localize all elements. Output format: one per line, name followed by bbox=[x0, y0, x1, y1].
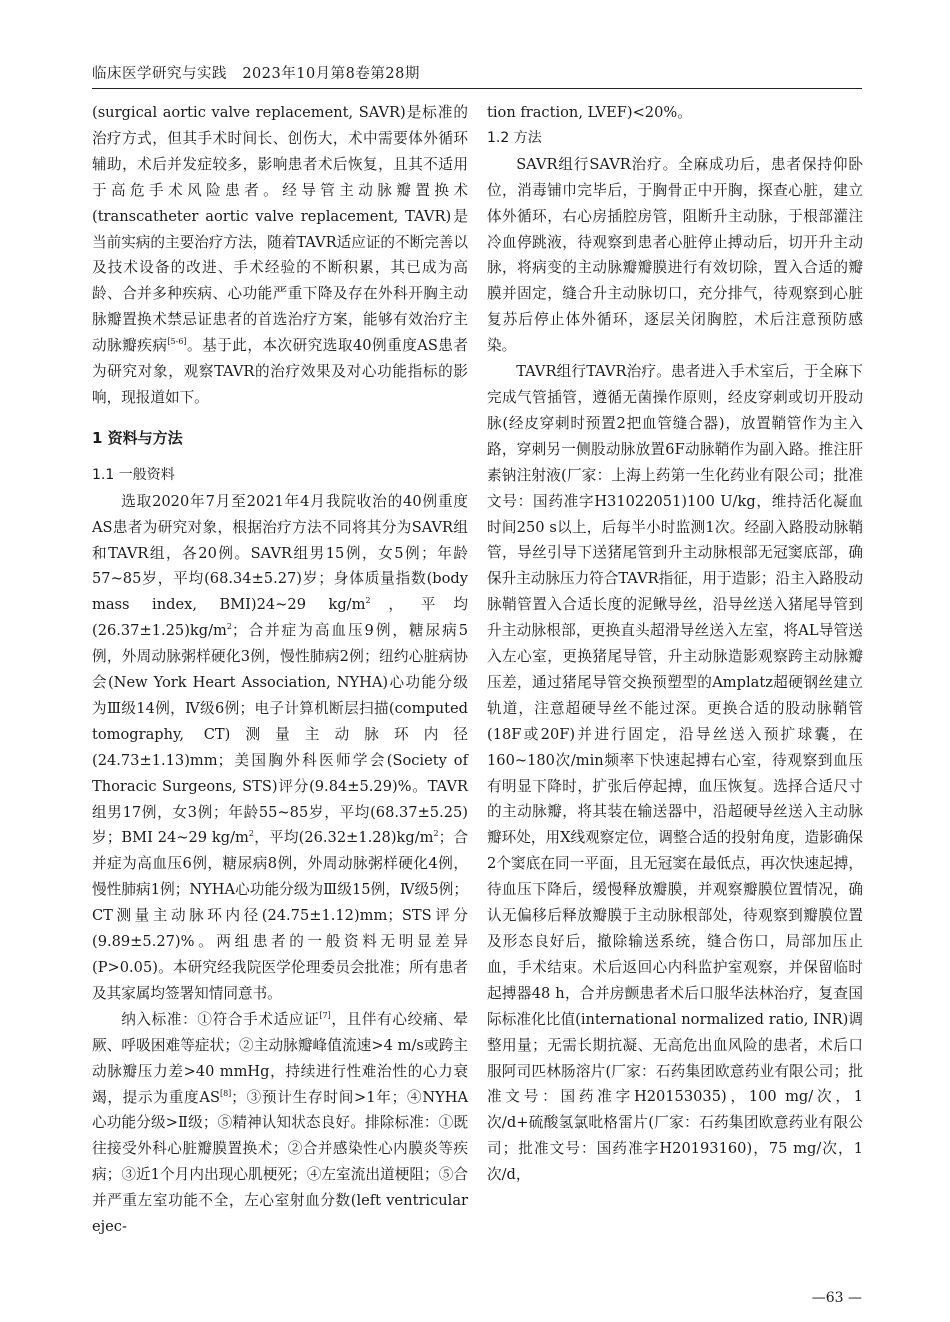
section-heading-methods: 1 资料与方法 bbox=[92, 428, 183, 447]
general-data-paragraph: 选取2020年7月至2021年4月我院收治的40例重度AS患者为研究对象，根据治疗方法不同将其分为SAVR组和TAVR组，各20例。SAVR组男15例，女5例；年龄57~85岁，平均(68.34±5.27)岁；身体质量指数(body mass index, BMI)24~29 $kg/m^2$，平均$(26.37\pm 1.25)kg/m^2$；合并症为高血压9例，糖尿病5例，外周动脉粥样硬化3例，慢性肺病2例；纽约心脏病协会(New York Heart Association, NYHA)心功能分级为Ⅲ级14例，Ⅳ级6例；电子计算机断层扫描(computed tomography, CT)测量主动脉环内径(24.73±1.13)mm；美国胸外科医师学会(Society of Thoracic Surgeons, STS)评分(9.84±5.29)%。TAVR组男17例，女3例；年龄55~85岁，平均(68.37±5.25)岁；BMI 24~29 $kg/m^2$，平均$(26.32\pm 1.28)kg/m^2$；合并症为高血压6例，糖尿病8例，外周动脉粥样硬化4例，慢性肺病1例；NYHA心功能分级为Ⅲ级15例，Ⅳ级5例；CT测量主动脉环内径(24.75±1.12)mm；STS评分(9.89±5.27)%。两组患者的一般资料无明显差异(P>0.05)。本研究经我院医学伦理委员会批准；所有患者及其家属均签署知情同意书。 bbox=[92, 492, 468, 1002]
citation-5-6[interactable]: [5-6] bbox=[167, 337, 187, 347]
running-header bbox=[92, 62, 420, 83]
subsection-heading-general: 1.1 一般资料 bbox=[92, 466, 175, 483]
citation-8[interactable]: [8] bbox=[219, 1088, 232, 1098]
citation-7[interactable]: [7] bbox=[319, 1010, 331, 1020]
tavr-method-paragraph: TAVR组行TAVR治疗。患者进入手术室后，于全麻下完成气管插管，遵循无菌操作原则，经皮穿刺或切开股动脉(经皮穿刺时预置2把血管缝合器)，放置鞘管作为主入路，穿刺另一侧股动脉放置6F动脉鞘作为副入路。推注肝素钠注射液(厂家：上海上药第一生化药业有限公司；批准文号：国药准字H31022051)100 U/kg，维持活化凝血时间250 s以上，后每半小时监测1次。经副入路股动脉鞘管，导丝引导下送猪尾管到升主动脉根部无冠窦底部，确保升主动脉压力符合TAVR指征，用于造影；沿主入路股动脉鞘管置入合适长度的泥鳅导丝，沿导丝送入猪尾导管到升主动脉根部，更换直头超滑导丝送入左室，将AL导管送入左心室，更换猪尾导管，升主动脉造影观察跨主动脉瓣压差，通过猪尾导管交换预塑型的Amplatz超硬钢丝建立轨道，注意超硬导丝不能过深。更换合适的股动脉鞘管(18F或20F)并进行固定，沿导丝送入预扩球囊，在160~180次/min频率下快速起搏右心室，待观察到血压有明显下降时，扩张后停起搏，血压恢复。选择合适尺寸的主动脉瓣，将其装在输送器中，沿超硬导丝送入主动脉瓣环处，用X线观察定位，调整合适的投射角度，造影确保2个窦底在同一平面，且无冠窦在最低点，再次快速起搏，待血压下降后，缓慢释放瓣膜，并观察瓣膜位置情况，确认无偏移后释放瓣膜于主动脉根部处，待观察到瓣膜位置及形态良好后，撤除输送系统，缝合伤口，局部加压止血，手术结束。术后返回心内科监护室观察，并保留临时起搏器48 h，合并房颤患者术后口服华法林治疗，复查国际标准化比值(international normalized ratio, INR)调整用量；无需长期抗凝、无高危出血风险的患者，术后口服阿司匹林肠溶片(厂家：石药集团欧意药业有限公司；批准文号：国药准字H20153035)，100 mg/次，1次/d+硫酸氢氯吡格雷片(厂家：石药集团欧意药业有限公司；批准文号：国药准字H20193160)，75 mg/次，1次/d， bbox=[487, 363, 863, 1184]
left-column bbox=[92, 100, 468, 1240]
subsection-heading-methods: 1.2 方法 bbox=[487, 129, 542, 146]
savr-method-paragraph: SAVR组行SAVR治疗。全麻成功后，患者保持仰卧位，消毒铺巾完毕后，于胸骨正中开胸，探查心脏，建立体外循环，右心房插腔房管，阻断升主动脉，于根部灌注冷血停跳液，待观察到患者心脏停止搏动后，切开升主动脉，将病变的主动脉瓣瓣膜进行有效切除，置入合适的瓣膜并固定，缝合升主动脉切口，充分排气，待观察到心脏复苏后停止体外循环，逐层关闭胸腔，术后注意预防感染。 bbox=[487, 155, 863, 355]
journal-name: 临床医学研究与实践 bbox=[92, 66, 227, 82]
issue-info: 2023年10月第8卷第28期 bbox=[242, 66, 420, 82]
header-rule bbox=[92, 88, 862, 89]
right-column bbox=[487, 100, 863, 1188]
page-number: —63 — bbox=[811, 1290, 862, 1306]
continuation-line: tion fraction, LVEF)<20%。 bbox=[487, 104, 692, 121]
criteria-paragraph: 纳入标准：①符合手术适应证[7]，且伴有心绞痛、晕厥、呼吸困难等症状；②主动脉瓣峰值流速>4 m/s或跨主动脉瓣压力差>40 mmHg，持续进行性难治性的心力衰竭，提示为重度AS[8]；③预计生存时间>1年；④NYHA心功能分级>Ⅱ级；⑤精神认知状态良好。排除标准：①既往接受外科心脏瓣膜置换术；②合并感染性心内膜炎等疾病；③近1个月内出现心肌梗死；④左室流出道梗阻；⑤合并严重左室功能不全，左心室射血分数(left ventricular ejec- bbox=[92, 1010, 469, 1236]
intro-paragraph: (surgical aortic valve replacement, SAVR)是标准的治疗方式，但其手术时间长、创伤大，术中需要体外循环辅助，术后并发症较多，影响患者术后恢复，且其不适用于高危手术风险患者。经导管主动脉瓣置换术(transcatheter aortic valve replacement, TAVR)是当前实病的主要治疗方法，随着TAVR适应证的不断完善以及技术设备的改进、手术经验的不断积累，其已成为高龄、合并多种疾病、心功能严重下降及存在外科开胸主动脉瓣置换术禁忌证患者的首选治疗方案，能够有效治疗主动脉瓣疾病[5-6]。基于此，本次研究选取40例重度AS患者为研究对象，观察TAVR的治疗效果及对心功能指标的影响，现报道如下。 bbox=[92, 104, 468, 406]
